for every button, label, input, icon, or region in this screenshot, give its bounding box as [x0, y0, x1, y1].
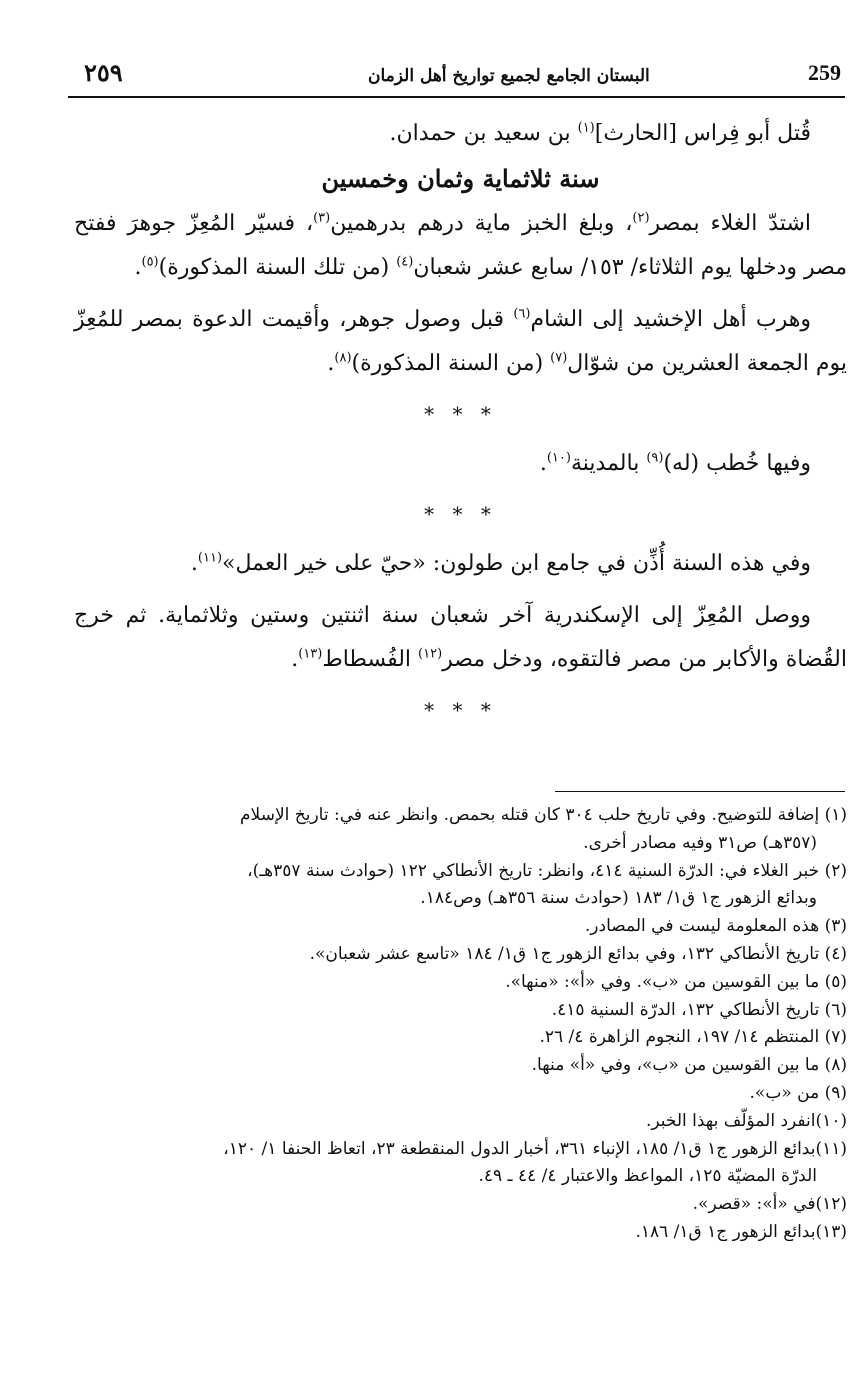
- paragraph-4: وفي هذه السنة أُذِّن في جامع ابن طولون: «حيّ على خير العمل»$^{(١١)}$.: [190, 550, 811, 576]
- footnote: (١٣)بدائع الزهور ج١ ق١/ ١٨٦.: [635, 1221, 847, 1242]
- main-text: [74, 112, 847, 738]
- footnote: (٢) خبر الغلاء في: الدرّة السنية ٤١٤، وانظر: تاريخ الأنطاكي ١٢٢ (حوادث سنة ٣٥٧هـ)، وبدائع الزهور ج١ ق١/ ١٨٣ (حوادث سنة ٣٥٦هـ) وص١٨٤.: [247, 860, 847, 909]
- footnote: (٦) تاريخ الأنطاكي ١٣٢، الدرّة السنية ٤١٥.: [551, 999, 847, 1020]
- footnote: (٧) المنتظم ١٤/ ١٩٧، النجوم الزاهرة ٤/ ٢٦.: [539, 1027, 847, 1048]
- footnote-divider: [555, 791, 845, 792]
- paragraph-3: وفيها خُطب (له)$^{(٩)}$ بالمدينة$^{(١٠)}$.: [539, 450, 811, 476]
- paragraph-5: ووصل المُعِزّ إلى الإسكندرية آخر شعبان سنة اثنتين وستين وثلاثماية. ثم خرج القُضاة والأكابر من مصر فالتقوه، ودخل مصر$^{(١٢)}$ الفُسطاط$^{(١٣)}$.: [74, 603, 847, 672]
- footnote: (١) إضافة للتوضيح. وفي تاريخ حلب ٣٠٤ كان قتله بحمص. وانظر عنه في: تاريخ الإسلام (٣٥٧هـ) ص٣١ وفيه مصادر أخرى.: [240, 805, 847, 853]
- section-separator: * * *: [424, 502, 497, 526]
- opening-line: قُتل أبو فِراس [الحارث]$^{(١)}$ بن سعيد بن حمدان.: [389, 120, 811, 146]
- section-heading: سنة ثلاثماية وثمان وخمسين: [321, 164, 600, 193]
- footnote: (٤) تاريخ الأنطاكي ١٣٢، وفي بدائع الزهور ج١ ق١/ ١٨٤ «تاسع عشر شعبان».: [309, 943, 847, 964]
- footnote: (٥) ما بين القوسين من «ب». وفي «أ»: «منها».: [505, 971, 847, 992]
- footnote: (١٢)في «أ»: «قصر».: [692, 1194, 847, 1215]
- section-separator: * * *: [424, 402, 497, 426]
- section-separator: * * *: [424, 698, 497, 722]
- paragraph-2: وهرب أهل الإخشيد إلى الشام$^{(٦)}$ قبل وصول جوهر، وأقيمت الدعوة بمصر للمُعِزّ يوم الجمعة العشرين من شوّال$^{(٧)}$ (من السنة المذكورة)$^{(٨)}$.: [74, 306, 847, 376]
- footnote: (٨) ما بين القوسين من «ب»، وفي «أ» منها.: [531, 1055, 847, 1076]
- footnote: (٩) من «ب».: [749, 1082, 847, 1103]
- paragraph-1: اشتدّ الغلاء بمصر$^{(٢)}$، وبلغ الخبز ماية درهم بدرهمين$^{(٣)}$، فسيّر المُعِزّ جوهرَ ففتح مصر ودخلها يوم الثلاثاء/ ١٥٣/ سابع عشر شعبان$^{(٤)}$ (من تلك السنة المذكورة)$^{(٥)}$.: [74, 210, 847, 280]
- footnote: (١١)بدائع الزهور ج١ ق١/ ١٨٥، الإنباء ٣٦١، أخبار الدول المنقطعة ٢٣، اتعاظ الحنفا ١/ ١٢٠، الدرّة المضيّة ١٢٥، المواعظ والاعتبار ٤/ ٤٤ ـ ٤٩.: [223, 1138, 847, 1187]
- page-number-arabic: ٢٥٩: [84, 58, 123, 87]
- footnote: (١٠)انفرد المؤلّف بهذا الخبر.: [645, 1110, 847, 1131]
- running-title: البستان الجامع لجميع تواريخ أهل الزمان: [368, 66, 650, 86]
- footnotes: [68, 802, 847, 1247]
- footnote: (٣) هذه المعلومة ليست في المصادر.: [584, 916, 847, 937]
- page-number: 259: [808, 60, 841, 85]
- page-header: [68, 60, 845, 98]
